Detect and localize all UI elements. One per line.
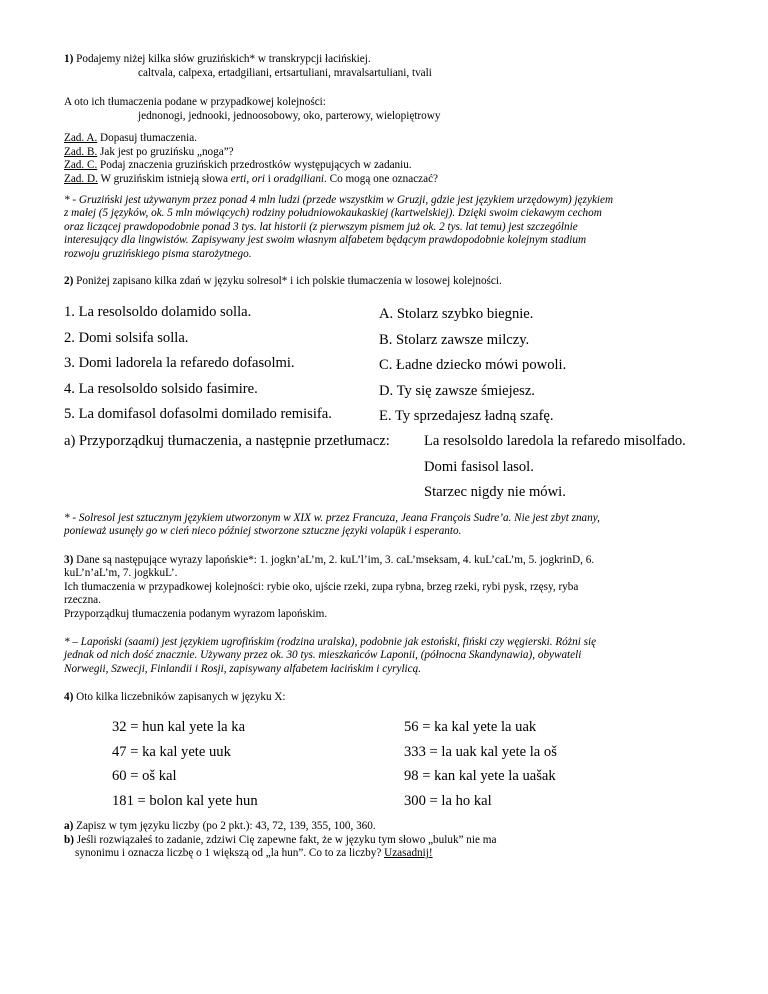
problem-4-task-a-text: Zapisz w tym języku liczby (po 2 pkt.): 43, 72, 139, 355, 100, 360.	[73, 820, 376, 832]
solresol-task: a) Przyporządkuj tłumaczenia, a następnie przetłumacz:	[64, 433, 390, 449]
problem-3-number: 3)	[64, 554, 74, 566]
georgian-footnote	[64, 194, 716, 261]
problem-3-line: Ich tłumaczenia w przypadkowej kolejności: rybie oko, ujście rzeki, zupa rybna, brzeg rzeki, rybi pysk, rzęsy, ryba	[64, 580, 579, 593]
problem-1-number: 1)	[64, 53, 74, 65]
footnote-line: rozwoju gruzińskiego pisma starożytnego.	[64, 247, 252, 260]
footnote-line: jednak od nich dość znacznie. Używany przez ok. 30 tys. mieszkańców Laponii, (północna Skandynawia), obywateli	[64, 649, 582, 662]
task-d-text: W gruzińskim istnieją słowa	[97, 172, 231, 185]
word-ori: ori	[251, 172, 265, 185]
numeral-right-2: 333 = la uak kal yete la oš	[404, 743, 557, 760]
footnote-line: ponieważ usunęły go w cień nieco później stworzone sztuczne języki volapük i esperanto.	[64, 525, 462, 538]
task-d-label: Zad. D.	[64, 172, 98, 185]
problem-4-task-b-text: Jeśli rozwiązałeś to zadanie, zdziwi Cię zapewne fakt, że w języku tym słowo „buluk” nie ma	[73, 833, 497, 846]
task-c	[64, 159, 716, 172]
footnote-line: oraz liczącej prawdopodobnie ponad 3 tys. lat historii (z pierwszym pismem już ok. 2 tys. lat temu) jest szczególnie	[64, 220, 578, 233]
saami-footnote	[64, 636, 716, 676]
problem-2-number: 2)	[64, 275, 74, 287]
footnote-line: interesujący dla lingwistów. Zapisywany jest swoim własnym alfabetem będącym prawdopodobnie kolejnym stadium	[64, 234, 587, 247]
task-b-label: Zad. B.	[64, 145, 98, 158]
numeral-left-4: 181 = bolon kal yete hun	[112, 792, 258, 809]
task-b-text: Jak jest po gruzińsku „noga”?	[97, 145, 234, 158]
georgian-words: caltvala, calpexa, ertadgiliani, ertsartuliani, mravalsartuliani, tvali	[138, 67, 432, 79]
task-c-label: Zad. C.	[64, 159, 98, 171]
polish-translation-d: D. Ty się zawsze śmiejesz.	[379, 382, 535, 399]
translations-list: jednonogi, jednooki, jednoosobowy, oko, parterowy, wielopiętrowy	[138, 110, 441, 122]
task-c-text: Podaj znaczenia gruzińskich przedrostków występujących w zadaniu.	[97, 159, 412, 171]
polish-translation-b: B. Stolarz zawsze milczy.	[379, 331, 530, 348]
numeral-right-4: 300 = la ho kal	[404, 792, 492, 809]
solresol-footnote	[64, 512, 716, 539]
task-a	[64, 132, 716, 145]
word-oradgiliani: oradgiliani	[273, 172, 325, 185]
problem-3-line: rzeczna.	[64, 594, 101, 607]
translate-line-3: Starzec nigdy nie mówi.	[424, 484, 566, 500]
solresol-sentence-2: 2. Domi solsifa solla.	[64, 329, 189, 346]
problem-4-number: 4)	[64, 691, 74, 703]
numeral-left-3: 60 = oš kal	[112, 768, 177, 784]
problem-1-intro-text: Podajemy niżej kilka słów gruzińskich* w transkrypcji łacińskiej.	[73, 53, 371, 65]
task-a-text: Dopasuj tłumaczenia.	[97, 132, 197, 144]
translate-line-2: Domi fasisol lasol.	[424, 458, 534, 475]
solresol-sentence-1: 1. La resolsoldo dolamido solla.	[64, 304, 252, 320]
problem-4-task-b-text-2: synonimu i oznacza liczbę o 1 większą od „la hun”. Co to za liczby?	[75, 847, 385, 859]
footnote-line: * - Solresol jest sztucznym językiem utworzonym w XIX w. przez Francuza, Jeana François Sudre’a. Nie jest zbyt znany,	[64, 512, 600, 524]
problem-4-task-b-cont	[75, 847, 727, 860]
translate-line-1: La resolsoldo laredola la refaredo misolfado.	[424, 433, 686, 449]
footnote-line: * – Lapoński (saami) jest językiem ugrofińskim (rodzina uralska), podobnie jak estoński, fiński czy węgierski. Różni się	[64, 636, 597, 648]
problem-4-intro-text: Oto kilka liczebników zapisanych w języku X:	[73, 691, 286, 703]
numeral-right-1: 56 = ka kal yete la uak	[404, 719, 537, 735]
justify-prompt: Uzasadnij!	[384, 847, 433, 859]
numeral-right-3: 98 = kan kal yete la uašak	[404, 768, 556, 784]
problem-4-task-b	[64, 834, 716, 847]
problem-2-intro	[64, 275, 716, 288]
task-d-sep1: ,	[246, 172, 252, 185]
task-a-letter: a)	[64, 820, 74, 832]
problem-3-line: Przyporządkuj tłumaczenia podanym wyrazom lapońskim.	[64, 607, 328, 620]
translations-intro: A oto ich tłumaczenia podane w przypadkowej kolejności:	[64, 96, 326, 108]
task-d-sep2: i	[264, 172, 274, 185]
solresol-sentence-5: 5. La domifasol dofasolmi domilado remisifa.	[64, 406, 332, 422]
task-d-text-end: . Co mogą one oznaczać?	[324, 172, 439, 185]
task-a-label: Zad. A.	[64, 132, 98, 144]
task-b	[64, 146, 716, 159]
footnote-line: Norwegii, Szwecji, Finlandii i Rosji, zapisywany alfabetem łacińskim i cyrylicą.	[64, 662, 422, 675]
polish-translation-e: E. Ty sprzedajesz ładną szafę.	[379, 408, 554, 424]
problem-3-text-1: Dane są następujące wyrazy lapońskie*: 1. jogkn’aL’m, 2. kuL’l’im, 3. caL’mseksam, 4. kuL’caL’m, 5. jogkrinD, 6.	[73, 554, 595, 566]
problem-1-intro	[64, 53, 716, 66]
solresol-sentence-3: 3. Domi ladorela la refaredo dofasolmi.	[64, 355, 295, 371]
problem-3-text	[64, 554, 716, 621]
numeral-left-1: 32 = hun kal yete la ka	[112, 719, 246, 735]
task-b-letter: b)	[64, 833, 74, 846]
polish-translation-c: C. Ładne dziecko mówi powoli.	[379, 357, 567, 373]
footnote-line: z małej (5 języków, ok. 5 mln mówiących) rodziny południowokaukaskiej (kartwelskiej). Dzięki swoim ciekawym cechom	[64, 207, 602, 220]
numeral-left-2: 47 = ka kal yete uuk	[112, 743, 231, 760]
problem-4-task-a	[64, 820, 716, 833]
problem-3-line	[64, 554, 716, 567]
polish-translation-a: A. Stolarz szybko biegnie.	[379, 306, 534, 322]
task-d	[64, 173, 716, 186]
solresol-sentence-4: 4. La resolsoldo solsido fasimire.	[64, 380, 258, 397]
problem-4-intro	[64, 691, 716, 704]
word-erti: erti	[230, 172, 247, 185]
problem-3-line: kuL’n’aL’m, 7. jogkkuL’.	[64, 567, 178, 580]
footnote-line: * - Gruziński jest używanym przez ponad 4 mln ludzi (przede wszystkim w Gruzji, gdzie jest językiem urzędowym) językiem	[64, 194, 614, 206]
problem-2-intro-text: Poniżej zapisano kilka zdań w języku solresol* i ich polskie tłumaczenia w losowej kolejności.	[73, 275, 502, 287]
